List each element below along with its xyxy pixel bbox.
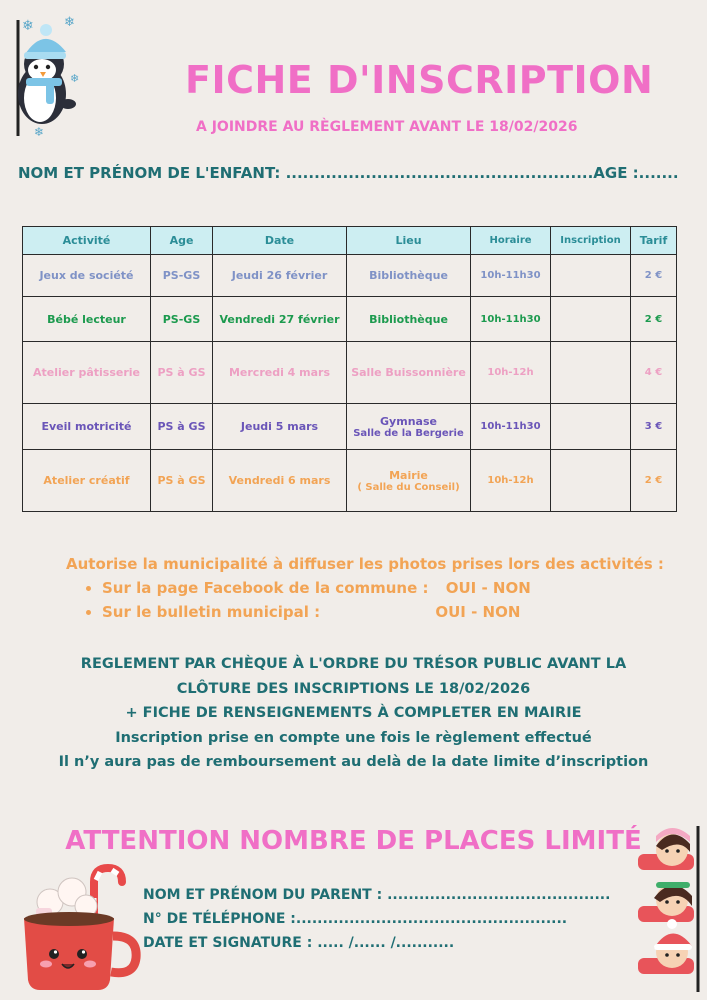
- cell-horaire: 10h-12h: [471, 450, 551, 512]
- cell-lieu-line1: Bibliothèque: [369, 269, 448, 282]
- svg-text:❄: ❄: [64, 15, 75, 30]
- activities-table: [22, 226, 677, 512]
- cell-lieu: [347, 404, 471, 450]
- parent-info-section: [143, 883, 610, 955]
- svg-text:❄: ❄: [70, 72, 80, 85]
- table-row: [23, 255, 677, 297]
- consent-label-bulletin: Sur le bulletin municipal :: [102, 603, 321, 621]
- penguin-illustration: [12, 12, 84, 140]
- table-header-row: [23, 227, 677, 255]
- table-row: [23, 342, 677, 404]
- consent-choice-facebook[interactable]: OUI - NON: [445, 579, 531, 597]
- cell-age: PS à GS: [151, 404, 213, 450]
- cell-tarif: 4 €: [631, 342, 677, 404]
- cell-lieu: [347, 297, 471, 342]
- phone-field[interactable]: N° DE TÉLÉPHONE :...................................................: [143, 911, 568, 927]
- cell-lieu-line1: Bibliothèque: [369, 312, 448, 326]
- rule-line: + FICHE DE RENSEIGNEMENTS À COMPLETER EN MAIRIE: [125, 705, 582, 721]
- cell-inscription[interactable]: [551, 297, 631, 342]
- cell-date: Jeudi 26 février: [213, 255, 347, 297]
- svg-text:❄: ❄: [22, 18, 34, 34]
- payment-rules: [0, 652, 707, 775]
- consent-choice-bulletin[interactable]: OUI - NON: [435, 603, 521, 621]
- cell-date: Vendredi 6 mars: [213, 450, 347, 512]
- cell-lieu: [347, 450, 471, 512]
- cell-horaire: 10h-11h30: [471, 255, 551, 297]
- cell-horaire: 10h-12h: [471, 342, 551, 404]
- cell-horaire: 10h-11h30: [471, 297, 551, 342]
- page-subtitle: A JOINDRE AU RÈGLEMENT AVANT LE 18/02/2026: [196, 119, 578, 135]
- table-row: [23, 404, 677, 450]
- col-header-inscription: Inscription: [551, 227, 631, 255]
- limited-places-notice: ATTENTION NOMBRE DE PLACES LIMITÉ: [65, 826, 642, 856]
- cell-date: Mercredi 4 mars: [213, 342, 347, 404]
- consent-label-facebook: Sur la page Facebook de la commune :: [102, 579, 429, 597]
- cell-age: PS à GS: [151, 342, 213, 404]
- cell-activite: Atelier créatif: [23, 450, 151, 512]
- col-header-activite: Activité: [23, 227, 151, 255]
- cell-inscription[interactable]: [551, 255, 631, 297]
- cell-tarif: 2 €: [631, 297, 677, 342]
- cell-age: PS-GS: [151, 255, 213, 297]
- cell-tarif: 2 €: [631, 255, 677, 297]
- cell-inscription[interactable]: [551, 342, 631, 404]
- parent-name-field[interactable]: NOM ET PRÉNOM DU PARENT : ..........................................: [143, 887, 611, 903]
- hot-chocolate-mug-illustration: [14, 862, 142, 994]
- cell-age: PS-GS: [151, 297, 213, 342]
- rule-line: Il n’y aura pas de remboursement au delà de la date limite d’inscription: [58, 754, 649, 770]
- svg-text:❄: ❄: [34, 125, 45, 139]
- photo-consent-list: [66, 579, 664, 621]
- children-illustration: [632, 824, 704, 994]
- photo-consent-section: [66, 555, 664, 627]
- cell-age: PS à GS: [151, 450, 213, 512]
- table-row: [23, 297, 677, 342]
- cell-lieu-line2: Salle de la Bergerie: [353, 427, 464, 439]
- rule-line: Inscription prise en compte une fois le règlement effectué: [115, 729, 592, 746]
- col-header-tarif: Tarif: [631, 227, 677, 255]
- cell-inscription[interactable]: [551, 450, 631, 512]
- page-title: FICHE D'INSCRIPTION: [185, 58, 654, 102]
- cell-tarif: 2 €: [631, 450, 677, 512]
- date-signature-field[interactable]: DATE ET SIGNATURE : ..... /...... /...........: [143, 935, 455, 951]
- cell-lieu: [347, 255, 471, 297]
- cell-activite: Bébé lecteur: [23, 297, 151, 342]
- col-header-date: Date: [213, 227, 347, 255]
- cell-lieu-line1: Salle Buissonnière: [351, 366, 466, 379]
- child-name-age-field[interactable]: NOM ET PRÉNOM DE L'ENFANT: ......................................................AGE :.......: [18, 164, 679, 182]
- cell-lieu-line1: Mairie: [389, 468, 428, 482]
- cell-date: Jeudi 5 mars: [213, 404, 347, 450]
- rule-line: CLÔTURE DES INSCRIPTIONS LE 18/02/2026: [176, 680, 531, 697]
- table-row: [23, 450, 677, 512]
- list-item: [102, 603, 664, 621]
- cell-lieu-line1: Gymnase: [380, 414, 437, 428]
- cell-activite: Jeux de société: [23, 255, 151, 297]
- cell-date: Vendredi 27 février: [213, 297, 347, 342]
- rule-line: REGLEMENT PAR CHÈQUE À L'ORDRE DU TRÉSOR PUBLIC AVANT LA: [80, 656, 627, 672]
- col-header-age: Age: [151, 227, 213, 255]
- list-item: [102, 579, 664, 597]
- cell-inscription[interactable]: [551, 404, 631, 450]
- cell-activite: Atelier pâtisserie: [23, 342, 151, 404]
- col-header-lieu: Lieu: [347, 227, 471, 255]
- cell-activite: Eveil motricité: [23, 404, 151, 450]
- cell-tarif: 3 €: [631, 404, 677, 450]
- col-header-horaire: Horaire: [471, 227, 551, 255]
- cell-horaire: 10h-11h30: [471, 404, 551, 450]
- cell-lieu: [347, 342, 471, 404]
- photo-consent-intro: Autorise la municipalité à diffuser les photos prises lors des activités :: [66, 555, 664, 573]
- cell-lieu-line2: ( Salle du Conseil): [357, 481, 460, 493]
